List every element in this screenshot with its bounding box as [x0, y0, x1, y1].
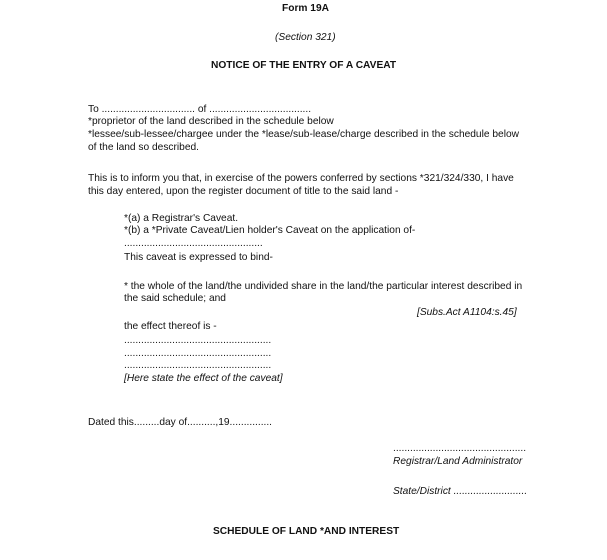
bind-text: This caveat is expressed to bind- [124, 252, 273, 263]
whole-land-line2: the said schedule; and [124, 293, 226, 304]
form-section: (Section 321) [275, 32, 336, 43]
inform-paragraph-line1: This is to inform you that, in exercise of the powers conferred by sections *321/324/330, I have [88, 173, 514, 184]
option-registrars-caveat: *(a) a Registrar's Caveat. [124, 213, 239, 224]
amendment-note: [Subs.Act A1104:s.45] [417, 307, 517, 318]
form-number: Form 19A [282, 3, 329, 14]
effect-dotted-line-3: .................................................... [124, 360, 272, 371]
applicant-dotted-line: ................................................. [124, 238, 263, 249]
schedule-heading: SCHEDULE OF LAND *AND INTEREST [213, 526, 400, 537]
effect-instruction: [Here state the effect of the caveat] [124, 373, 283, 384]
whole-land-line1: * the whole of the land/the undivided share in the land/the particular interest described in [124, 281, 523, 292]
inform-paragraph-line2: this day entered, upon the register document of title to the said land - [88, 186, 399, 197]
signatory-role: Registrar/Land Administrator [393, 456, 523, 467]
dated-line: Dated this.........day of..........,19............... [88, 417, 273, 428]
signature-dotted-line: ............................................... [393, 443, 527, 454]
proprietor-line: *proprietor of the land described in the schedule below [88, 116, 334, 127]
option-private-caveat: *(b) a *Private Caveat/Lien holder's Caveat on the application of- [124, 225, 416, 236]
lessee-line: *lessee/sub-lessee/chargee under the *lease/sub-lease/charge described in the schedule below [88, 129, 519, 140]
land-described-line: of the land so described. [88, 142, 200, 153]
form-heading: NOTICE OF THE ENTRY OF A CAVEAT [211, 60, 397, 71]
effect-dotted-line-2: .................................................... [124, 348, 272, 359]
effect-text: the effect thereof is - [124, 321, 217, 332]
state-district-line: State/District .......................... [393, 486, 528, 497]
effect-dotted-line-1: .................................................... [124, 335, 272, 346]
addressee-line: To ................................. of .................................... [88, 104, 312, 115]
